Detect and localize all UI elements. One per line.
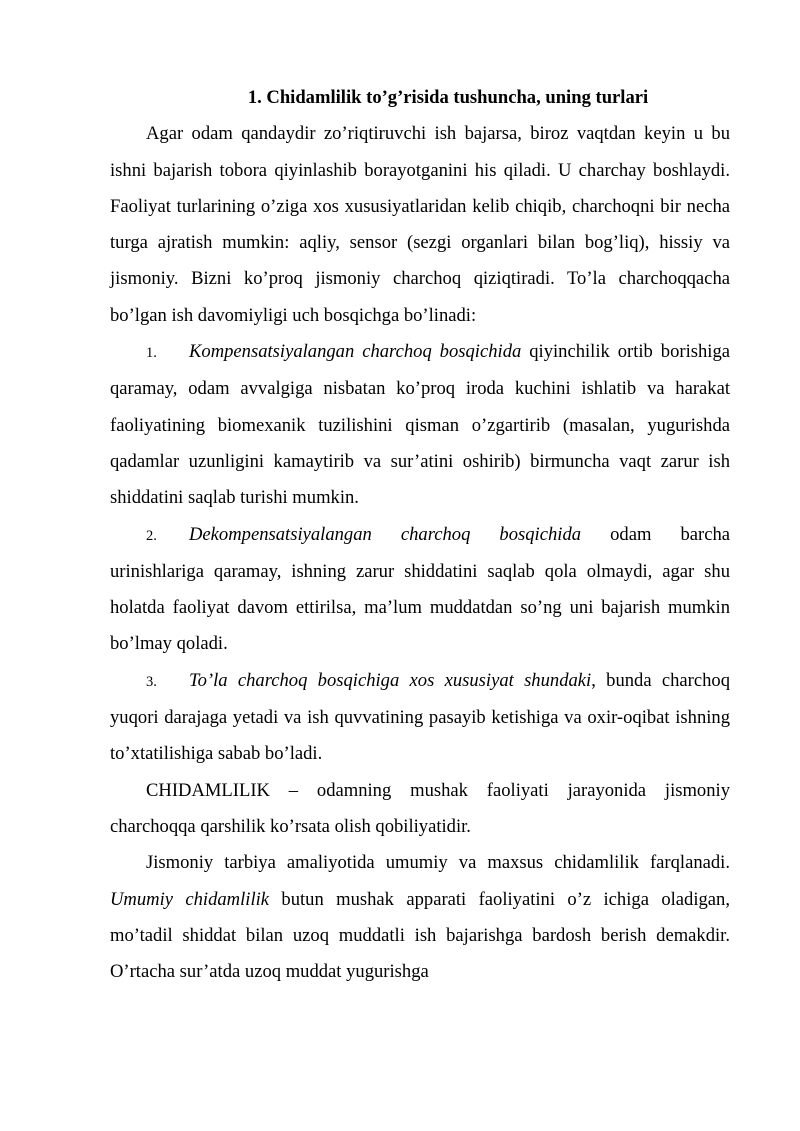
endurance-types-paragraph (110, 845, 730, 990)
list-item-text: , bunda charchoq yuqori darajaga yetadi va ish quvvatining pasayib ketishiga va oxir-oqibat ishning to’xtatilishiga sabab bo’ladi. (110, 669, 730, 765)
list-item-lead: Dekompensatsiyalangan charchoq bosqichida (189, 523, 582, 545)
list-item (110, 334, 730, 516)
list-item-number: 3. (146, 673, 157, 690)
list-item-text: qiyinchilik ortib borishiga qaramay, odam avvalgiga nisbatan ko’proq iroda kuchini ishlatib va harakat faoliyatining biomexanik tuzilishini qisman o’zgartirib (masalan, yugurishda qadamlar uzunligini kamaytirib va sur’atini oshirib) birmuncha vaqt zarur ish shiddatini saqlab turishi mumkin. (110, 341, 730, 509)
definition-paragraph: CHIDAMLILIK – odamning mushak faoliyati jarayonida jismoniy charchoqqa qarshilik ko’rsata olish qobiliyatidir. (110, 779, 730, 837)
list-item (110, 517, 730, 663)
section-title: 1. Chidamlilik to’g’risida tushuncha, uning turlari (247, 87, 649, 108)
intro-paragraph: Agar odam qandaydir zo’riqtiruvchi ish bajarsa, biroz vaqtdan keyin u bu ishni bajarish tobora qiyinlashib borayotganini his qiladi. U charchay boshlaydi. Faoliyat turlarining o’ziga xos xususiyatlaridan kelib chiqib, charchoqni bir necha turga ajratish mumkin: aqliy, sensor (sezgi organlari bilan bog’liq), hissiy va jismoniy. Bizni ko’proq jismoniy charchoq qiziqtiradi. To’la charchoqqacha bo’lgan ish davomiyligi uch bosqichga bo’linadi: (110, 123, 730, 326)
list-item-lead: To’la charchoq bosqichiga xos xususiyat shundaki (189, 669, 592, 691)
list-item-number: 2. (146, 527, 157, 544)
list-item-lead: Kompensatsiyalangan charchoq bosqichida (189, 341, 522, 363)
list-item-text: odam barcha urinishlariga qaramay, ishning zarur shiddatini saqlab qola olmaydi, agar shu holatda faoliyat davom ettirilsa, ma’lum muddatdan so’ng uni bajarish mumkin bo’lmay qoladi. (110, 523, 730, 655)
paragraph-text-before: Jismoniy tarbiya amaliyotida umumiy va maxsus chidamlilik farqlanadi. (146, 852, 730, 874)
list-item (110, 663, 730, 773)
paragraph-text-after: butun mushak apparati faoliyatini o’z ichiga oladigan, mo’tadil shiddat bilan uzoq muddatli ish bajarishga bardosh berish demakdir. O’rtacha sur’atda uzoq muddat yugurishga (110, 888, 730, 983)
document-body (110, 80, 730, 990)
paragraph-emphasis: Umumiy chidamlilik (110, 888, 270, 910)
list-item-number: 1. (146, 345, 157, 362)
